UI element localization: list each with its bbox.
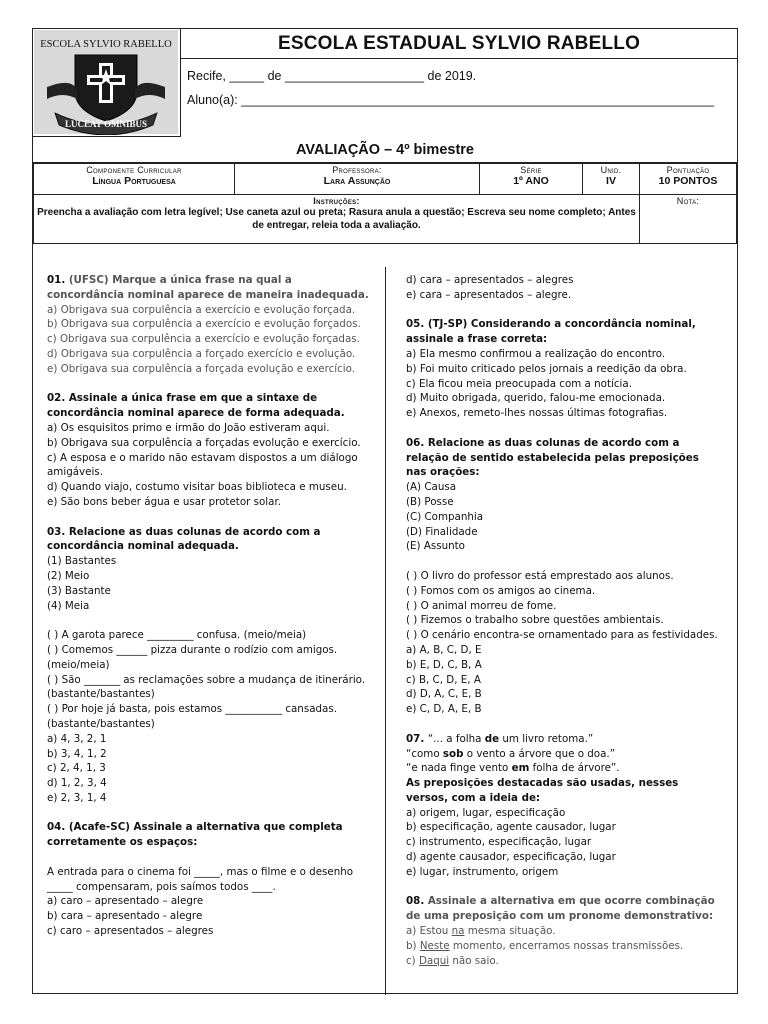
- logo-text-bottom: LUCEAT OMNIBUS: [65, 119, 147, 129]
- q5-option-b: b) Foi muito criticado pelos jornais a reedição da obra.: [406, 362, 687, 375]
- q6-sentence-2: ( ) Fomos com os amigos ao cinema.: [406, 584, 596, 597]
- componente-cell: [34, 164, 235, 195]
- q7-verse-2: [406, 747, 718, 762]
- q7-verse-1c: um livro retoma.”: [499, 732, 594, 745]
- q6-sentence-5: ( ) O cenário encontra-se ornamentado para as festividades.: [406, 629, 718, 642]
- q8-a-word: na: [451, 925, 465, 938]
- evaluation-title: AVALIAÇÃO – 4º bimestre: [33, 137, 737, 163]
- professora-cell: [235, 164, 480, 195]
- q8-c-post: não saio.: [449, 954, 499, 967]
- question-06: [406, 436, 718, 717]
- q6-option-d: d) D, A, C, E, B: [406, 688, 482, 701]
- serie-cell: [480, 164, 583, 195]
- q7-verse-3c: folha de árvore”.: [529, 762, 620, 775]
- q3-option-e: e) 2, 3, 1, 4: [47, 791, 107, 804]
- q6-option-c: c) B, C, D, E, A: [406, 673, 481, 686]
- q8-number: 08.: [406, 895, 428, 908]
- q4-option-a: a) caro – apresentado – alegre: [47, 895, 204, 908]
- unid-label: Unid.: [600, 165, 622, 175]
- q6-sentence-3: ( ) O animal morreu de fome.: [406, 599, 557, 612]
- q8-option-a: [406, 924, 718, 939]
- logo-text-top: ESCOLA SYLVIO RABELLO: [40, 39, 172, 50]
- question-07: [406, 732, 718, 880]
- q3-sentence-4: ( ) Por hoje já basta, pois estamos ___________ cansadas. (bastante/bastantes): [47, 703, 337, 730]
- nota-label: Nota:: [676, 196, 700, 206]
- school-name-heading: ESCOLA ESTADUAL SYLVIO RABELLO: [181, 29, 737, 59]
- q8-prompt: [406, 894, 718, 924]
- q7-option-d: d) agente causador, especificação, lugar: [406, 851, 616, 864]
- q8-c-pre: c): [406, 954, 419, 967]
- q7-verse-3a: “e nada finge vento: [406, 762, 512, 775]
- q3-option-b: b) 3, 4, 1, 2: [47, 747, 107, 760]
- q2-option-d: d) Quando viajo, costumo visitar boas biblioteca e museu.: [47, 481, 347, 494]
- instrucoes-text: Preencha a avaliação com letra legível; Use caneta azul ou preta; Rasura anula a questão; Escreva seu nome completo; Antes de entregar, releia toda a avaliação.: [37, 207, 636, 231]
- q7-number: 07.: [406, 732, 428, 745]
- question-08: [406, 894, 718, 968]
- q4-text: A entrada para o cinema foi _____, mas o filme e o desenho _____ compensaram, pois saímos todos ____.: [47, 865, 354, 893]
- serie-value: 1º ANO: [513, 175, 549, 187]
- q5-option-c: c) Ela ficou meia preocupada com a notícia.: [406, 377, 632, 390]
- componente-value: Língua Portuguesa: [92, 175, 176, 187]
- q5-prompt: 05. (TJ-SP) Considerando a concordância nominal, assinale a frase correta:: [406, 318, 696, 346]
- q2-option-e: e) São bons beber água e usar protetor solar.: [47, 495, 282, 508]
- q3-prompt: 03. Relacione as duas colunas de acordo com a concordância nominal adequada.: [47, 525, 321, 553]
- question-04-continued: [406, 273, 718, 303]
- date-line: Recife, _____ de ____________________ de 2019.: [187, 69, 477, 83]
- exam-sheet: [32, 28, 738, 994]
- q7-option-b: b) especificação, agente causador, lugar: [406, 821, 616, 834]
- q8-a-pre: a) Estou: [406, 925, 452, 938]
- q1-option-b: b) Obrigava sua corpulência a exercício e evolução forçados.: [47, 318, 361, 331]
- instrucoes-label: Instruções:: [313, 196, 360, 206]
- q2-option-c: c) A esposa e o marido não estavam dispostos a um diálogo amigáveis.: [47, 451, 358, 479]
- q6-sentence-4: ( ) Fizemos o trabalho sobre questões ambientais.: [406, 614, 664, 627]
- q8-option-c: [406, 954, 718, 969]
- q2-prompt: 02. Assinale a única frase em que a sintaxe de concordância nominal aparece de forma adequada.: [47, 392, 345, 420]
- question-04: [47, 820, 369, 938]
- question-01: [47, 273, 369, 377]
- q4-option-c: c) caro – apresentados – alegres: [47, 925, 214, 938]
- pontuacao-label: Pontuação: [666, 165, 710, 175]
- q6-option-b: b) E, D, C, B, A: [406, 658, 482, 671]
- unid-cell: [583, 164, 640, 195]
- question-02: [47, 391, 369, 509]
- q6-option-a: a) A, B, C, D, E: [406, 643, 482, 656]
- q3-sentence-1: ( ) A garota parece _________ confusa. (meio/meia): [47, 629, 307, 642]
- q5-option-d: d) Muito obrigada, querido, falou-me emocionada.: [406, 392, 666, 405]
- column-divider: [385, 267, 386, 995]
- q1-option-d: d) Obrigava sua corpulência a forçado exercício e evolução.: [47, 347, 356, 360]
- q1-option-a: a) Obrigava sua corpulência a exercício e evolução forçada.: [47, 303, 356, 316]
- q7-verse-2-prep: sob: [442, 747, 464, 760]
- q3-key-1: (1) Bastantes: [47, 555, 117, 568]
- q7-option-a: a) origem, lugar, especificação: [406, 806, 566, 819]
- instrucoes-cell: [34, 195, 640, 244]
- q6-key-b: (B) Posse: [406, 495, 454, 508]
- q3-option-a: a) 4, 3, 2, 1: [47, 732, 107, 745]
- q4-option-d: d) cara – apresentados – alegres: [406, 274, 574, 286]
- q7-verse-1a: “... a folha: [427, 732, 485, 745]
- q7-verse-3: [406, 761, 718, 776]
- q6-prompt: 06. Relacione as duas colunas de acordo com a relação de sentido estabelecida pelas preposições nas orações:: [406, 436, 699, 479]
- question-03: [47, 525, 369, 806]
- q5-option-e: e) Anexos, remeto-lhes nossas últimas fotografias.: [406, 407, 668, 420]
- q6-sentence-1: ( ) O livro do professor está emprestado aos alunos.: [406, 569, 674, 582]
- unid-value: IV: [606, 175, 616, 187]
- nota-cell: [640, 195, 737, 244]
- q6-key-a: (A) Causa: [406, 481, 457, 494]
- left-column: [47, 273, 369, 954]
- q8-prompt-text: Assinale a alternativa em que ocorre combinação de uma preposição com um pronome demonstrativo:: [406, 895, 715, 923]
- q8-a-post: mesma situação.: [464, 925, 556, 938]
- q3-option-c: c) 2, 4, 1, 3: [47, 762, 106, 775]
- school-logo-box: [33, 29, 181, 137]
- q6-key-d: (D) Finalidade: [406, 525, 478, 538]
- q7-verse-1-prep: de: [484, 732, 500, 745]
- q6-option-e: e) C, D, A, E, B: [406, 703, 482, 716]
- q4-option-b: b) cara – apresentado - alegre: [47, 910, 203, 923]
- q1-option-c: c) Obrigava sua corpulência a exercício e evolução forçadas.: [47, 333, 360, 346]
- q8-option-b: [406, 939, 718, 954]
- q1-prompt: [47, 273, 369, 303]
- q6-key-e: (E) Assunto: [406, 540, 465, 553]
- exam-meta-table: [33, 163, 737, 244]
- q3-key-2: (2) Meio: [47, 569, 90, 582]
- q7-verse-2c: o vento a árvore que o doa.”: [463, 747, 616, 760]
- q5-option-a: a) Ela mesmo confirmou a realização do encontro.: [406, 347, 666, 360]
- q3-key-3: (3) Bastante: [47, 584, 111, 597]
- professora-label: Professora:: [332, 165, 382, 175]
- right-column: [406, 273, 718, 983]
- pontuacao-value: 10 PONTOS: [658, 175, 718, 187]
- q1-number: 01.: [47, 274, 69, 286]
- q4-option-e: e) cara – apresentados – alegre.: [406, 288, 572, 301]
- q7-option-c: c) instrumento, especificação, lugar: [406, 836, 592, 849]
- q2-option-b: b) Obrigava sua corpulência a forçadas evolução e exercício.: [47, 436, 361, 449]
- q4-prompt: 04. (Acafe-SC) Assinale a alternativa que completa corretamente os espaços:: [47, 821, 343, 849]
- q8-c-word: Daqui: [418, 954, 450, 967]
- school-crest-logo: [33, 29, 179, 135]
- professora-value: Lara Assunção: [323, 175, 391, 187]
- q3-sentence-2: ( ) Comemos ______ pizza durante o rodízio com amigos. (meio/meia): [47, 643, 338, 671]
- q7-verse-2a: “como: [406, 747, 443, 760]
- pontuacao-cell: [640, 164, 737, 195]
- q1-option-e: e) Obrigava sua corpulência a forçada evolução e exercício.: [47, 362, 356, 375]
- componente-label: Componente Curricular: [86, 165, 182, 175]
- question-05: [406, 317, 718, 421]
- q7-prompt: As preposições destacadas são usadas, nesses versos, com a ideia de:: [406, 777, 679, 804]
- q7-verse-1: [406, 732, 718, 747]
- serie-label: Série: [520, 165, 542, 175]
- q1-prompt-text: (UFSC) Marque a única frase na qual a concordância nominal aparece de maneira inadequada.: [47, 274, 369, 301]
- student-name-line: Aluno(a): ____________________________________________________________________: [187, 93, 714, 107]
- q7-option-e: e) lugar, instrumento, origem: [406, 865, 559, 878]
- q8-b-word: Neste: [419, 939, 450, 952]
- q2-option-a: a) Os esquisitos primo e irmão do João estiveram aqui.: [47, 421, 330, 434]
- q6-key-c: (C) Companhia: [406, 510, 484, 523]
- q8-b-post: momento, encerramos nossas transmissões.: [449, 939, 684, 952]
- q3-option-d: d) 1, 2, 3, 4: [47, 777, 107, 790]
- q7-verse-3-prep: em: [511, 762, 530, 775]
- q3-key-4: (4) Meia: [47, 599, 90, 612]
- q3-sentence-3: ( ) São _______ as reclamações sobre a mudança de itinerário. (bastante/bastantes): [47, 673, 366, 701]
- q8-b-pre: b): [406, 939, 420, 952]
